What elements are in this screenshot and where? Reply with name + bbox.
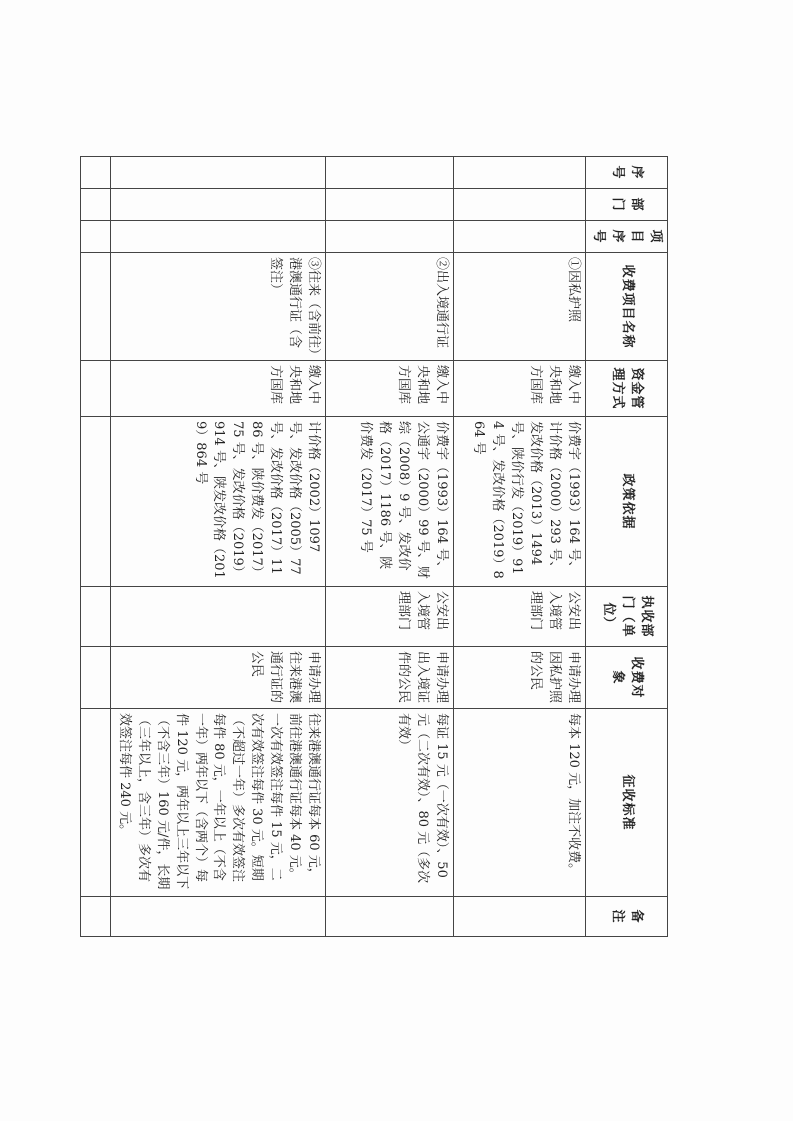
cell-seq [453,157,585,189]
cell-collector [111,587,325,647]
cell-empty [81,647,111,709]
cell-fee-name: ③往来（含前往）港澳通行证（含签注） [111,253,325,361]
header-seq: 序号 [585,157,667,189]
table-row [325,157,453,937]
cell-payer: 申请办理出入境证件的公民 [325,647,453,709]
cell-empty [81,361,111,417]
table-row [453,157,585,937]
fee-table [80,156,668,937]
cell-fund-mgmt: 缴入中央和地方国库 [325,361,453,417]
cell-fund-mgmt: 缴入中央和地方国库 [111,361,325,417]
cell-item-seq [453,221,585,253]
cell-seq [111,157,325,189]
cell-fee-name: ①因私护照 [453,253,585,361]
cell-collector: 公安出入境管理部门 [453,587,585,647]
cell-collector: 公安出入境管理部门 [325,587,453,647]
cell-remark [325,897,453,937]
header-fee-name: 收费项目名称 [585,253,667,361]
cell-empty [81,709,111,897]
cell-policy: 价费字（1993）164 号、公通字（2000）99 号、财综（2008）9 号、发改价格（2017）1186 号、陕价费发（2017）75 号 [325,417,453,587]
cell-empty [81,157,111,189]
header-standard: 征收标准 [585,709,667,897]
cell-empty [81,189,111,221]
cell-empty [81,417,111,587]
header-payer: 收费对象 [585,647,667,709]
cell-dept [111,189,325,221]
header-policy: 政策依据 [585,417,667,587]
cell-policy: 计价格（2002）1097 号、发改价格（2005）77 号、发改价格（2017）1186 号、陕价费发（2017）75 号、发改价格（2019）914 号、陕发改价格（2019）864 号 [111,417,325,587]
cell-payer: 申请办理往来港澳通行证的公民 [111,647,325,709]
cell-empty [81,897,111,937]
cell-remark [453,897,585,937]
header-fund-mgmt: 资金管理方式 [585,361,667,417]
cell-item-seq [325,221,453,253]
cell-standard: 每证 15 元（一次有效）、50 元（二次有效）、80 元（多次有效） [325,709,453,897]
header-remark: 备 注 [585,897,667,937]
table-row [111,157,325,937]
cell-fund-mgmt: 缴入中央和地方国库 [453,361,585,417]
fee-table-rotated [118,156,668,936]
cell-empty [81,253,111,361]
header-item-seq: 项目序号 [585,221,667,253]
table-header-row [585,157,667,937]
cell-dept [325,189,453,221]
header-collector: 执收部门（单位） [585,587,667,647]
cell-empty [81,587,111,647]
cell-standard: 往来港澳通行证每本 60 元，前往港澳通行证每本 40 元。一次有效签注每件 15 元，二次有效签注每件 30 元。短期（不超过一年）多次有效签注每件 80 元，一年以上（不含一年）两年以下（含两个）每件 120 元，两年以上三年以下（不含三年）160 元/件，长期（三年以上，含三年）多次有效签注每件 240 元。 [111,709,325,897]
cell-empty [81,221,111,253]
cell-policy: 价费字（1993）164 号、计价格（2000）293 号、发改价格（2013）1494 号、陕价行发（2019）914 号、发改价格（2019）864 号 [453,417,585,587]
cell-fee-name: ②出入境通行证 [325,253,453,361]
cell-dept [453,189,585,221]
table-row-empty [81,157,111,937]
cell-payer: 申请办理因私护照的公民 [453,647,585,709]
cell-standard: 每本 120 元，加注不收费。 [453,709,585,897]
cell-remark [111,897,325,937]
header-dept: 部门 [585,189,667,221]
cell-seq [325,157,453,189]
cell-item-seq [111,221,325,253]
